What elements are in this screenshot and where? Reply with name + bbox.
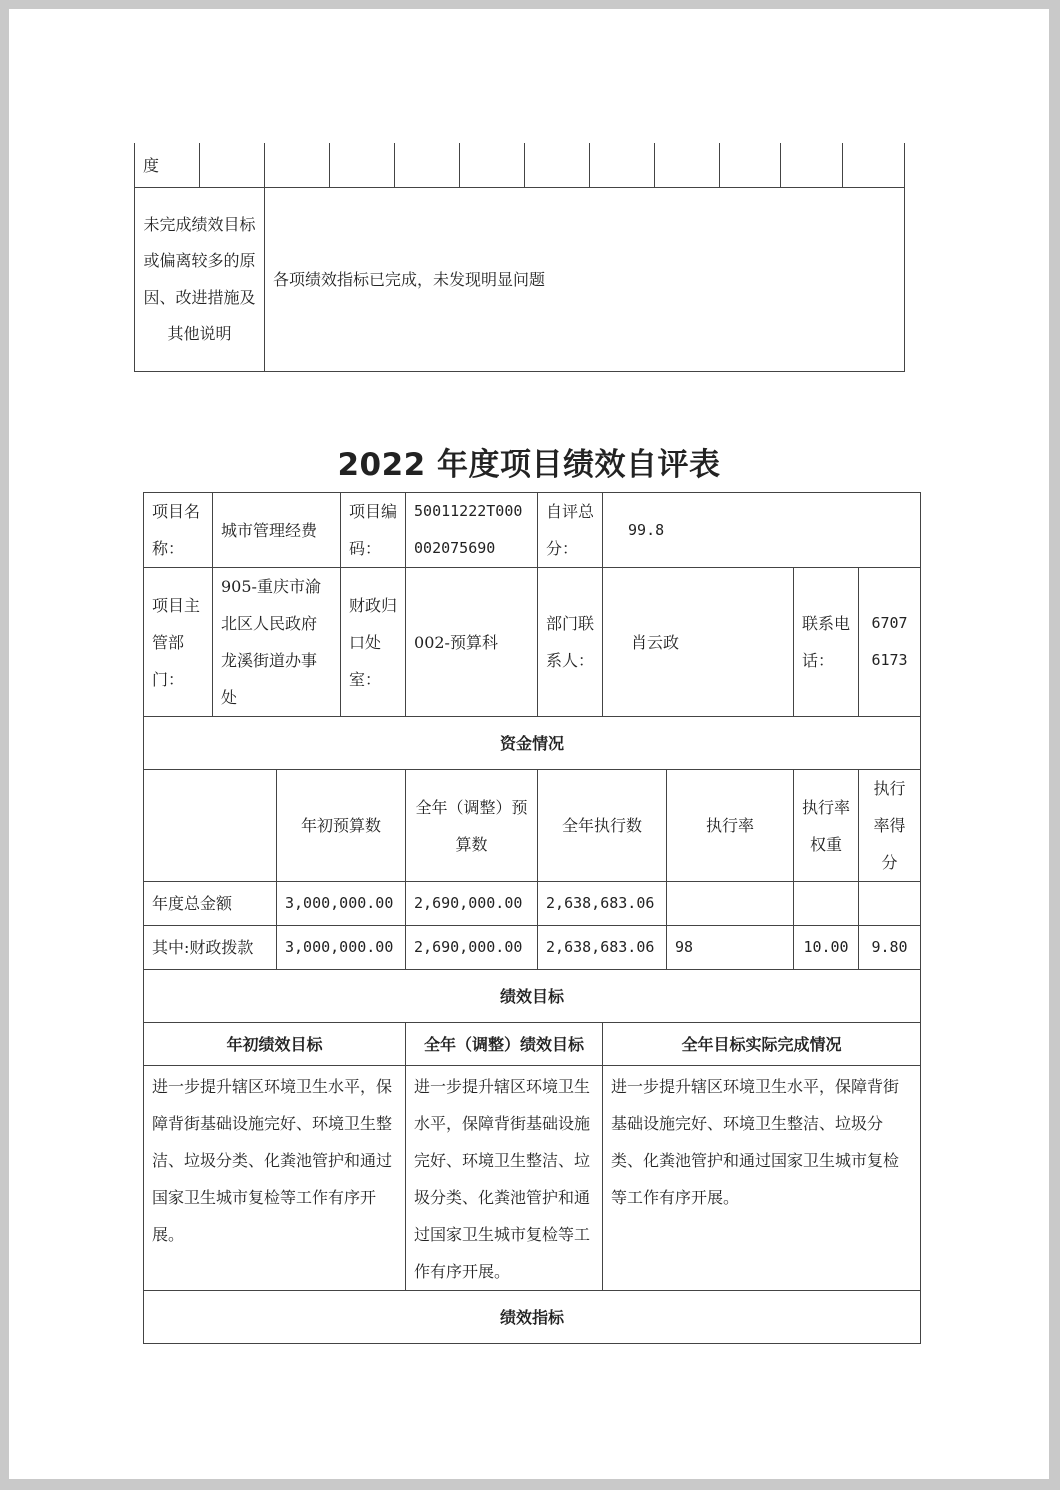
goals-header-actual: 全年目标实际完成情况 bbox=[603, 1023, 921, 1066]
funds-row-label: 其中:财政拨款 bbox=[144, 926, 277, 970]
score-label: 自评总分： bbox=[538, 493, 603, 568]
page-title: 2022 年度项目绩效自评表 bbox=[337, 447, 721, 483]
funds-header-executed: 全年执行数 bbox=[538, 770, 667, 882]
project-code-label: 项目编码： bbox=[341, 493, 406, 568]
project-name-label: 项目名称： bbox=[144, 493, 213, 568]
funds-cell: 2,690,000.00 bbox=[406, 926, 538, 970]
table-row bbox=[144, 882, 921, 926]
funds-header-rate: 执行率 bbox=[667, 770, 794, 882]
project-code: 50011222T000002075690 bbox=[406, 493, 538, 568]
contact-value: 肖云政 bbox=[603, 568, 794, 717]
funds-cell: 2,690,000.00 bbox=[406, 882, 538, 926]
dept-value: 905-重庆市渝北区人民政府龙溪街道办事处 bbox=[213, 568, 341, 717]
funds-header-adjusted: 全年（调整）预算数 bbox=[406, 770, 538, 882]
goals-section-title: 绩效目标 bbox=[144, 970, 921, 1023]
indicators-section-title: 绩效指标 bbox=[144, 1291, 921, 1344]
reason-label: 未完成绩效目标或偏离较多的原因、改进措施及其他说明 bbox=[135, 188, 265, 372]
finance-label: 财政归口处室： bbox=[341, 568, 406, 717]
funds-section-title: 资金情况 bbox=[144, 717, 921, 770]
funds-cell: 3,000,000.00 bbox=[277, 882, 406, 926]
document-page bbox=[9, 9, 1049, 1479]
funds-cell: 10.00 bbox=[794, 926, 859, 970]
funds-row-label: 年度总金额 bbox=[144, 882, 277, 926]
funds-header-weight: 执行率权重 bbox=[794, 770, 859, 882]
goal-actual-text: 进一步提升辖区环境卫生水平，保障背街基础设施完好、环境卫生整洁、垃圾分类、化粪池管护和通过国家卫生城市复检等工作有序开展。 bbox=[603, 1066, 921, 1291]
funds-cell bbox=[859, 882, 921, 926]
reason-text: 各项绩效指标已完成，未发现明显问题 bbox=[265, 188, 905, 372]
finance-value: 002-预算科 bbox=[406, 568, 538, 717]
self-score: 99.8 bbox=[603, 493, 921, 568]
funds-cell bbox=[794, 882, 859, 926]
funds-cell bbox=[667, 882, 794, 926]
previous-table-fragment bbox=[134, 143, 905, 372]
goal-adjusted-text: 进一步提升辖区环境卫生水平，保障背街基础设施完好、环境卫生整洁、垃圾分类、化粪池管护和通过国家卫生城市复检等工作有序开展。 bbox=[406, 1066, 603, 1291]
funds-cell: 98 bbox=[667, 926, 794, 970]
dept-label: 项目主管部门： bbox=[144, 568, 213, 717]
funds-header-blank bbox=[144, 770, 277, 882]
funds-cell: 3,000,000.00 bbox=[277, 926, 406, 970]
funds-header-score: 执行率得分 bbox=[859, 770, 921, 882]
table-row bbox=[144, 926, 921, 970]
project-name: 城市管理经费 bbox=[213, 493, 341, 568]
phone-value: 67076173 bbox=[859, 568, 921, 717]
goal-initial-text: 进一步提升辖区环境卫生水平，保障背街基础设施完好、环境卫生整洁、垃圾分类、化粪池管护和通过国家卫生城市复检等工作有序开展。 bbox=[144, 1066, 406, 1291]
funds-cell: 2,638,683.06 bbox=[538, 882, 667, 926]
self-evaluation-table bbox=[143, 492, 921, 1344]
phone-label: 联系电话： bbox=[794, 568, 859, 717]
funds-cell: 2,638,683.06 bbox=[538, 926, 667, 970]
funds-cell: 9.80 bbox=[859, 926, 921, 970]
continued-label: 度 bbox=[135, 143, 200, 188]
goals-header-adjusted: 全年（调整）绩效目标 bbox=[406, 1023, 603, 1066]
funds-header-initial: 年初预算数 bbox=[277, 770, 406, 882]
contact-label: 部门联系人： bbox=[538, 568, 603, 717]
goals-header-initial: 年初绩效目标 bbox=[144, 1023, 406, 1066]
